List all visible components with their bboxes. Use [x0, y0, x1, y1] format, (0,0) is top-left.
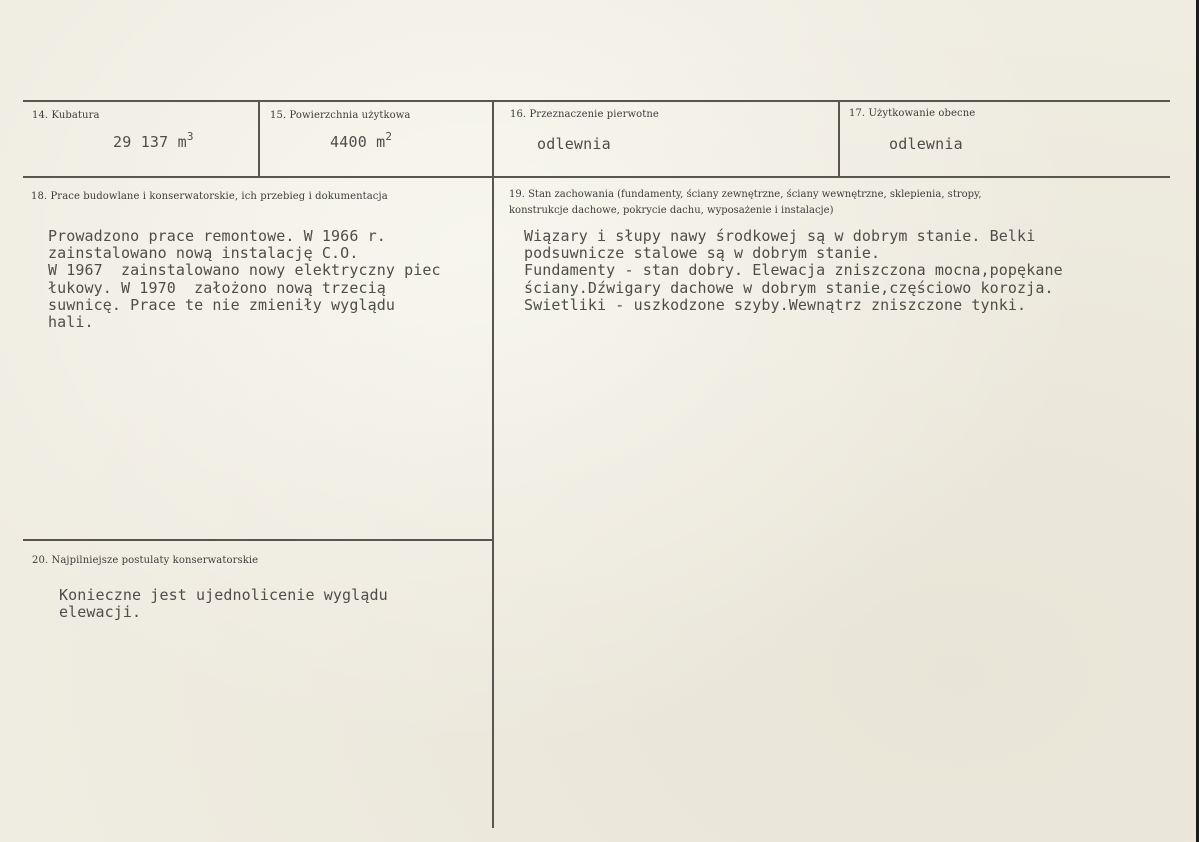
kubatura-label: 14. Kubatura	[32, 110, 100, 121]
row1-bottom-border	[23, 176, 1170, 178]
stan-label-line: konstrukcje dachowe, pokrycie dachu, wyposażenie i instalacje)	[509, 205, 834, 216]
kubatura-value: 29 137 $m^3$	[113, 130, 194, 151]
prace-line: W 1967 zainstalowano nowy elektryczny piec	[48, 261, 441, 280]
stan-line: ściany.Dźwigary dachowe w dobrym stanie,częściowo korozja.	[524, 278, 1054, 297]
stan-label	[509, 187, 982, 219]
prace-line: łukowy. W 1970 założono nową trzecią	[48, 278, 386, 297]
stan-line: Wiązary i słupy nawy środkowej są w dobrym stanie. Belki	[524, 227, 1036, 245]
powierzchnia-label: 15. Powierzchnia użytkowa	[270, 110, 411, 121]
postulaty-label: 20. Najpilniejsze postulaty konserwatorskie	[32, 555, 259, 566]
powierzchnia-value: 4400 $m^2$	[330, 130, 393, 151]
stan-label-line: 19. Stan zachowania (fundamenty, ściany zewnętrzne, ściany wewnętrzne, sklepienia, stropy,	[509, 189, 982, 200]
kubatura-unit-exponent: 3	[186, 130, 194, 143]
prace-line: hali.	[48, 313, 94, 332]
prace-text	[48, 228, 441, 331]
uzytkowanie-value: odlewnia	[889, 135, 963, 153]
powierzchnia-unit-exponent: 2	[385, 130, 393, 143]
prace-line: Prowadzono prace remontowe. W 1966 r.	[48, 227, 386, 245]
stan-line: podsuwnicze stalowe są w dobrym stanie.	[524, 244, 881, 263]
section18-bottom-border	[23, 539, 493, 541]
prace-label: 18. Prace budowlane i konserwatorskie, ich przebieg i dokumentacja	[31, 191, 388, 202]
row1-divider-3	[838, 102, 840, 176]
przeznaczenie-value: odlewnia	[537, 135, 611, 153]
stan-line: Swietliki - uszkodzone szyby.Wewnątrz zniszczone tynki.	[524, 295, 1027, 314]
main-column-divider	[492, 176, 494, 828]
prace-line: zainstalowano nową instalację C.O.	[48, 244, 359, 263]
postulaty-text	[59, 587, 388, 621]
stan-line: Fundamenty - stan dobry. Elewacja zniszczona mocna,popękane	[524, 261, 1063, 280]
postulaty-line: elewacji.	[59, 603, 142, 622]
postulaty-line: Konieczne jest ujednolicenie wyglądu	[59, 586, 388, 604]
row1-divider-2	[492, 102, 494, 176]
row1-top-border	[23, 100, 1170, 102]
stan-text	[524, 228, 1063, 314]
prace-line: suwnicę. Prace te nie zmieniły wyglądu	[48, 295, 395, 314]
przeznaczenie-label: 16. Przeznaczenie pierwotne	[510, 109, 659, 120]
uzytkowanie-label: 17. Użytkowanie obecne	[849, 108, 976, 119]
row1-divider-1	[258, 102, 260, 176]
